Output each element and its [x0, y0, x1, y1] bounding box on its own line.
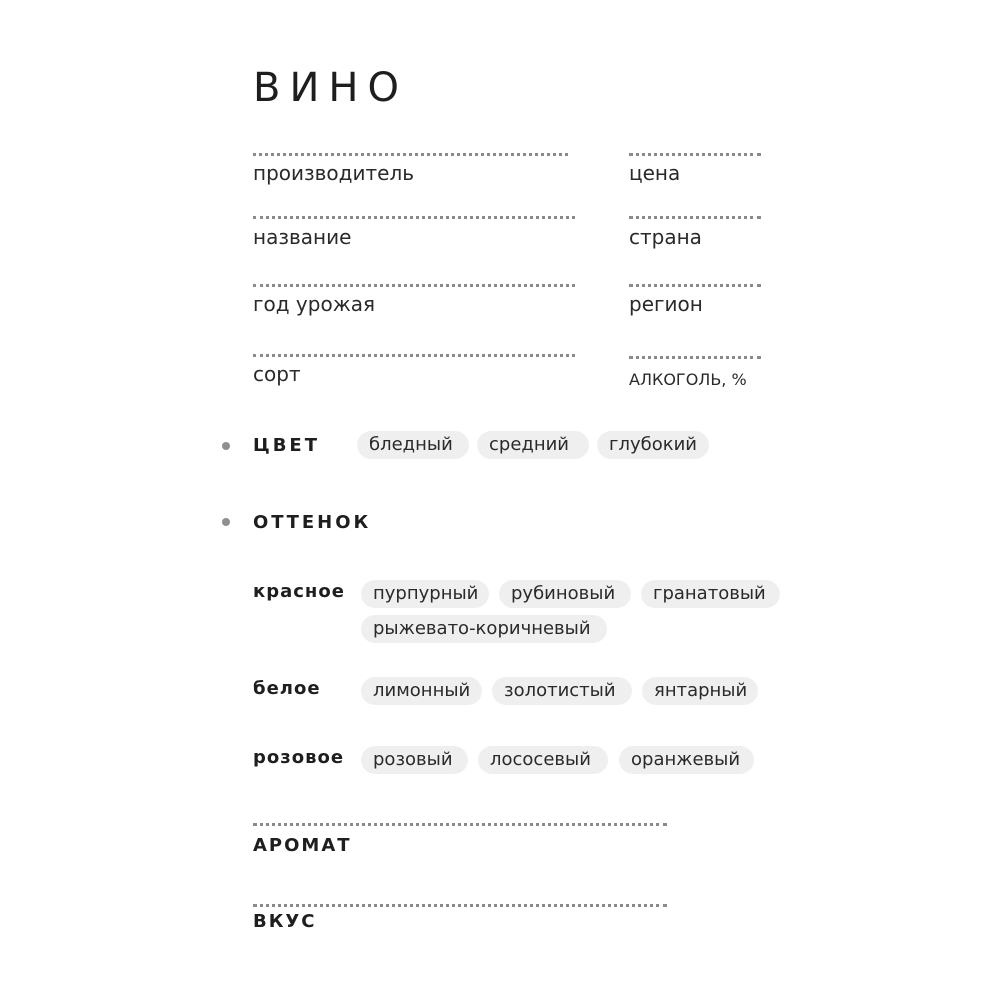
hue-white-label: белое — [253, 678, 321, 699]
dotted-line — [629, 356, 761, 359]
dotted-line — [253, 216, 575, 219]
chip-red-purple[interactable]: пурпурный — [361, 580, 489, 608]
bullet-icon — [222, 442, 230, 450]
field-name: название — [253, 225, 352, 249]
chip-rose-salmon[interactable]: лососевый — [478, 746, 608, 774]
color-heading: ЦВЕТ — [253, 435, 320, 456]
hue-red-label: красное — [253, 581, 345, 602]
field-region: регион — [629, 292, 703, 316]
dotted-line — [629, 216, 761, 219]
page-title: ВИНО — [253, 65, 408, 111]
chip-color-deep[interactable]: глубокий — [597, 431, 709, 459]
field-country: страна — [629, 225, 702, 249]
chip-white-golden[interactable]: золотистый — [492, 677, 632, 705]
dotted-line — [253, 354, 575, 357]
hue-heading: ОТТЕНОК — [253, 512, 372, 533]
hue-rose-label: розовое — [253, 747, 345, 768]
field-producer: производитель — [253, 161, 415, 185]
field-alcohol: АЛКОГОЛЬ, % — [629, 370, 747, 389]
chip-color-medium[interactable]: средний — [477, 431, 589, 459]
field-price: цена — [629, 161, 681, 185]
aroma-heading: АРОМАТ — [253, 835, 352, 856]
taste-heading: ВКУС — [253, 911, 317, 932]
dotted-line — [253, 284, 575, 287]
chip-red-tawny[interactable]: рыжевато-коричневый — [361, 615, 607, 643]
chip-color-pale[interactable]: бледный — [357, 431, 469, 459]
chip-rose-pink[interactable]: розовый — [361, 746, 468, 774]
dotted-line — [629, 153, 761, 156]
chip-white-amber[interactable]: янтарный — [642, 677, 758, 705]
chip-white-lemon[interactable]: лимонный — [361, 677, 482, 705]
bullet-icon — [222, 518, 230, 526]
dotted-line — [253, 823, 667, 826]
field-variety: сорт — [253, 362, 301, 386]
chip-rose-orange[interactable]: оранжевый — [619, 746, 754, 774]
dotted-line — [629, 284, 761, 287]
dotted-line — [253, 153, 568, 156]
chip-red-ruby[interactable]: рубиновый — [499, 580, 631, 608]
field-vintage: год урожая — [253, 292, 376, 316]
chip-red-garnet[interactable]: гранатовый — [641, 580, 780, 608]
dotted-line — [253, 904, 667, 907]
